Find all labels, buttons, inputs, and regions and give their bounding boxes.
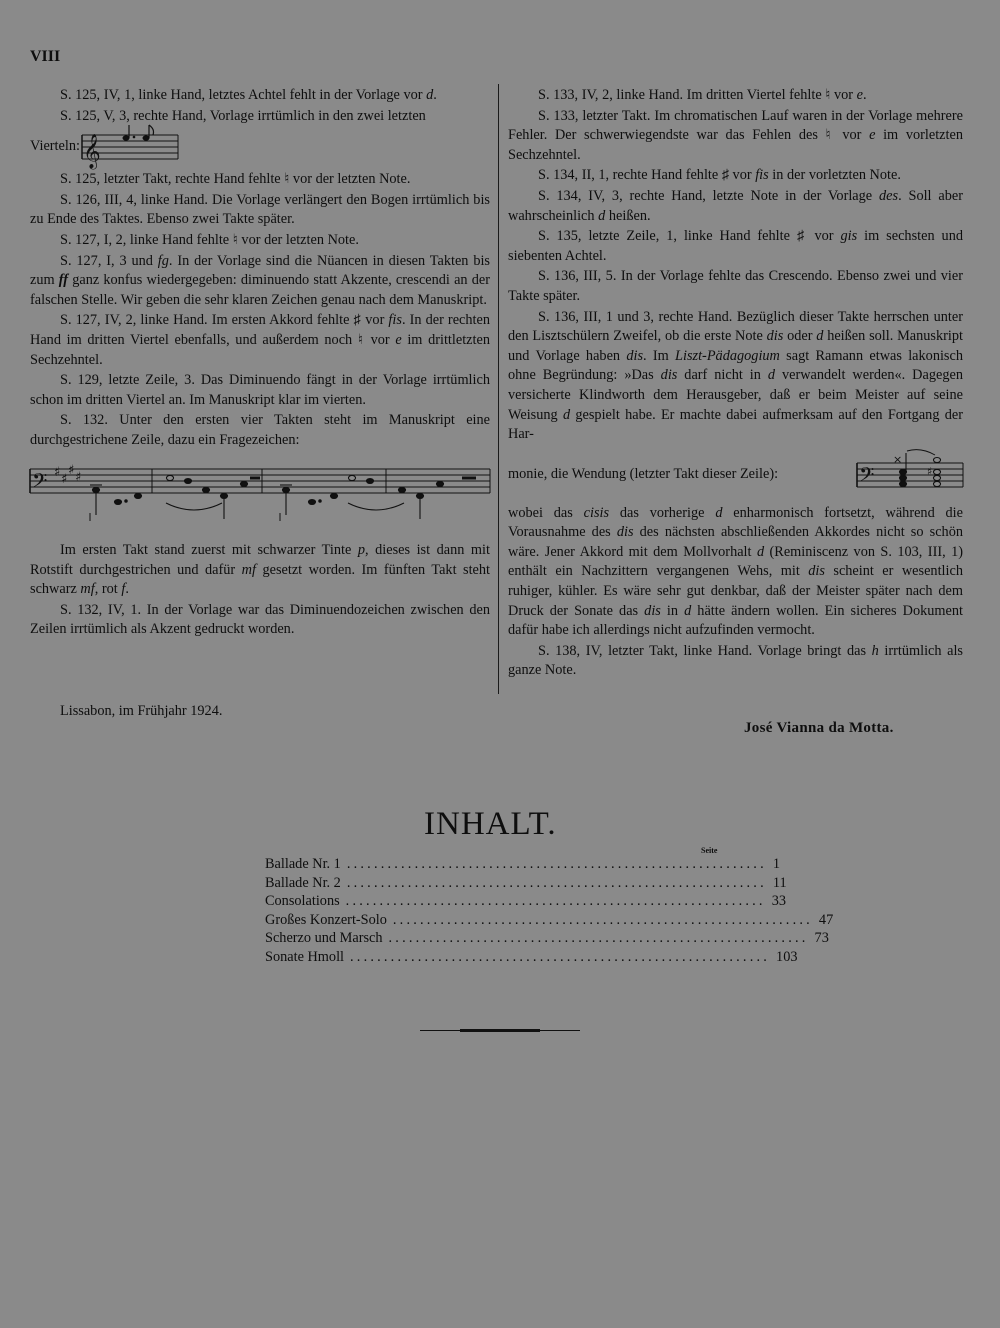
note-p8: S. 129, letzte Zeile, 3. Das Diminuendo fängt in der Vorlage irrtümlich schon im dritten Viertel an. Im Manuskript klar im vierten. [30,372,490,408]
music-example-vierteln [30,127,490,170]
svg-text:♯: ♯ [54,464,61,480]
note-p7: S. 127, IV, 2, linke Hand. Im ersten Akkord fehlte ♯ vor fis. In der rechten Hand im dritten Viertel ebenfalls, und außerdem noch ♮ vor e im drittletzten Sechzehntel. [30,312,490,368]
left-column [30,86,490,641]
toc-entry[interactable] [265,930,829,949]
note-p11: S. 132, IV, 1. In der Vorlage war das Diminuendozeichen zwischen den Zeilen irrtümlich als Akzent gedruckt worden. [30,601,490,638]
author-signature: José Vianna da Motta. [744,720,894,736]
toc-entry[interactable] [265,874,787,894]
note-p10: Im ersten Takt stand zuerst mit schwarzer Tinte p, dieses ist dann mit Rotstift durchgestrichen und dafür mf gesetzt worden. Im fünften Takt steht schwarz mf, rot f. [30,542,491,598]
toc-leader-dots: .............................................................. [388,930,809,947]
table-of-contents [265,856,834,968]
toc-entry[interactable] [265,856,781,875]
toc-entry-label: Ballade Nr. 2 [265,874,341,891]
page-number: VIII [30,48,61,65]
note-r6: S. 136, III, 5. In der Vorlage fehlte das Crescendo. Ebenso zwei und vier Takte später. [508,268,963,304]
toc-column-header: Seite [701,846,718,855]
toc-entry-page: 47 [818,911,834,928]
bass-chord-snippet [857,449,963,501]
svg-text:𝄢: 𝄢 [859,462,875,491]
note-p2: S. 125, V, 3, rechte Hand, Vorlage irrtümlich in den zwei letzten [60,107,426,124]
note-p5: S. 127, I, 2, linke Hand fehlte ♮ vor der letzten Note. [60,231,359,248]
toc-leader-dots: .............................................................. [350,948,771,965]
svg-text:𝄞: 𝄞 [82,134,101,170]
toc-entry-label: Scherzo und Marsch [265,930,383,947]
note-r3: S. 134, II, 1, rechte Hand fehlte ♯ vor fis in der vorletzten Note. [538,167,901,184]
svg-text:𝄢: 𝄢 [32,468,48,497]
note-p3: S. 125, letzter Takt, rechte Hand fehlte ♮ vor der letzten Note. [60,171,411,188]
bass-staff-snippet [30,461,490,527]
note-r9: S. 138, IV, letzter Takt, linke Hand. Vorlage bringt das h irrtümlich als ganze Note. [508,642,963,679]
toc-entry[interactable] [265,948,798,968]
toc-entry[interactable] [265,911,834,931]
toc-entry-label: Großes Konzert-Solo [265,911,387,928]
note-r5: S. 135, letzte Zeile, 1, linke Hand fehlte ♯ vor gis im sechsten und siebenten Achtel. [508,228,964,264]
treble-staff-snippet [80,127,180,170]
toc-entry-label: Sonate Hmoll [265,948,345,965]
toc-entry-page: 33 [771,893,786,910]
toc-entry-label: Ballade Nr. 1 [265,856,341,872]
note-p4: S. 126, III, 4, linke Hand. Die Vorlage verlängert den Bogen irrtümlich bis zu Ende des Taktes. Ebenso zwei Takte später. [30,191,490,228]
toc-entry-page: 103 [776,948,798,965]
toc-entry-page: 11 [772,874,787,891]
note-p9: S. 132. Unter den ersten vier Takten steht im Manuskript eine durchgestrichene Zeile, dazu ein Fragezeichen: [30,412,490,448]
vierteln-label: Vierteln: [30,138,80,155]
note-r7: S. 136, III, 1 und 3, rechte Hand. Bezüglich dieser Takte herrschen unter den Lisztschülern Zweifel, ob die erste Note dis oder d heißen soll. Manuskript und Vorlage haben dis. Im Liszt-Pädagogium sagt Ramann etwas lakonisch ohne Begründung: »Das dis darf nicht in d verwandelt werden«. Dagegen versicherte Klindworth dem Herausgeber, daß er beim Meister auf seine Weisung d gespielt habe. Er machte dabei aufmerksam auf den Fortgang der Har- [508,308,963,443]
note-p6: S. 127, I, 3 und fg. In der Vorlage sind die Nüancen in diesen Takten bis zum ff ganz konfus wiedergegeben: diminuendo statt Akzente, crescendi an der falschen Stelle. Wir geben die sehr klaren Zeichen genau nach dem Manuskript. [30,252,490,308]
toc-entry-label: Consolations [265,893,340,910]
toc-entry-page: 1 [772,856,781,872]
note-r1: S. 133, IV, 2, linke Hand. Im dritten Viertel fehlte ♮ vor e. [538,87,867,103]
svg-text:♯: ♯ [68,462,75,478]
column-divider [498,84,499,694]
toc-leader-dots: .............................................................. [346,856,767,872]
note-r8: wobei das cisis das vorherige d enharmonisch fortsetzt, während die Vorausnahme des dis des nächsten abschließenden Akkordes nicht so schön wäre. Jener Akkord mit dem Mollvorhalt d (Reminiscenz von S. 103, III, 1) enthält ein Nachzittern vergangenen Wehs, mit dis scheint er wesentlich ruhiger, kühler. Es wäre sehr gut denkbar, daß der Meister später nach dem Druck der Sonate das dis in d hätte ändern wollen. Ein sicheres Dokument dafür habe ich allerdings nicht aufzufinden vermocht. [508,504,963,639]
harmonie-label: monie, die Wendung (letzter Takt dieser Zeile): [508,465,779,482]
right-column [508,86,963,682]
music-example-bass-staff [30,461,490,534]
note-r2: S. 133, letzter Takt. Im chromatischen Lauf waren in der Vorlage mehrere Fehler. Der schwerwiegendste war das Fehlen des ♮ vor e im vorletzten Sechzehntel. [508,107,963,163]
music-example-harmonie [508,449,963,501]
toc-leader-dots: .............................................................. [392,911,813,928]
svg-text:♯: ♯ [927,464,933,478]
toc-entry-page: 73 [814,930,829,947]
toc-leader-dots: .............................................................. [345,893,766,910]
svg-text:♯: ♯ [75,469,82,485]
toc-entry[interactable] [265,893,786,912]
svg-text:♯: ♯ [61,471,68,487]
toc-leader-dots: .............................................................. [346,874,767,891]
toc-title: INHALT. [424,806,557,842]
place-date: Lissabon, im Frühjahr 1924. [60,703,223,719]
end-ornament-rule [420,1029,580,1033]
note-p1: S. 125, IV, 1, linke Hand, letztes Achtel fehlt in der Vorlage vor d. [60,87,437,103]
note-r4: S. 134, IV, 3, rechte Hand, letzte Note in der Vorlage des. Soll aber wahrscheinlich d heißen. [508,187,963,224]
svg-text:×: × [893,452,903,466]
